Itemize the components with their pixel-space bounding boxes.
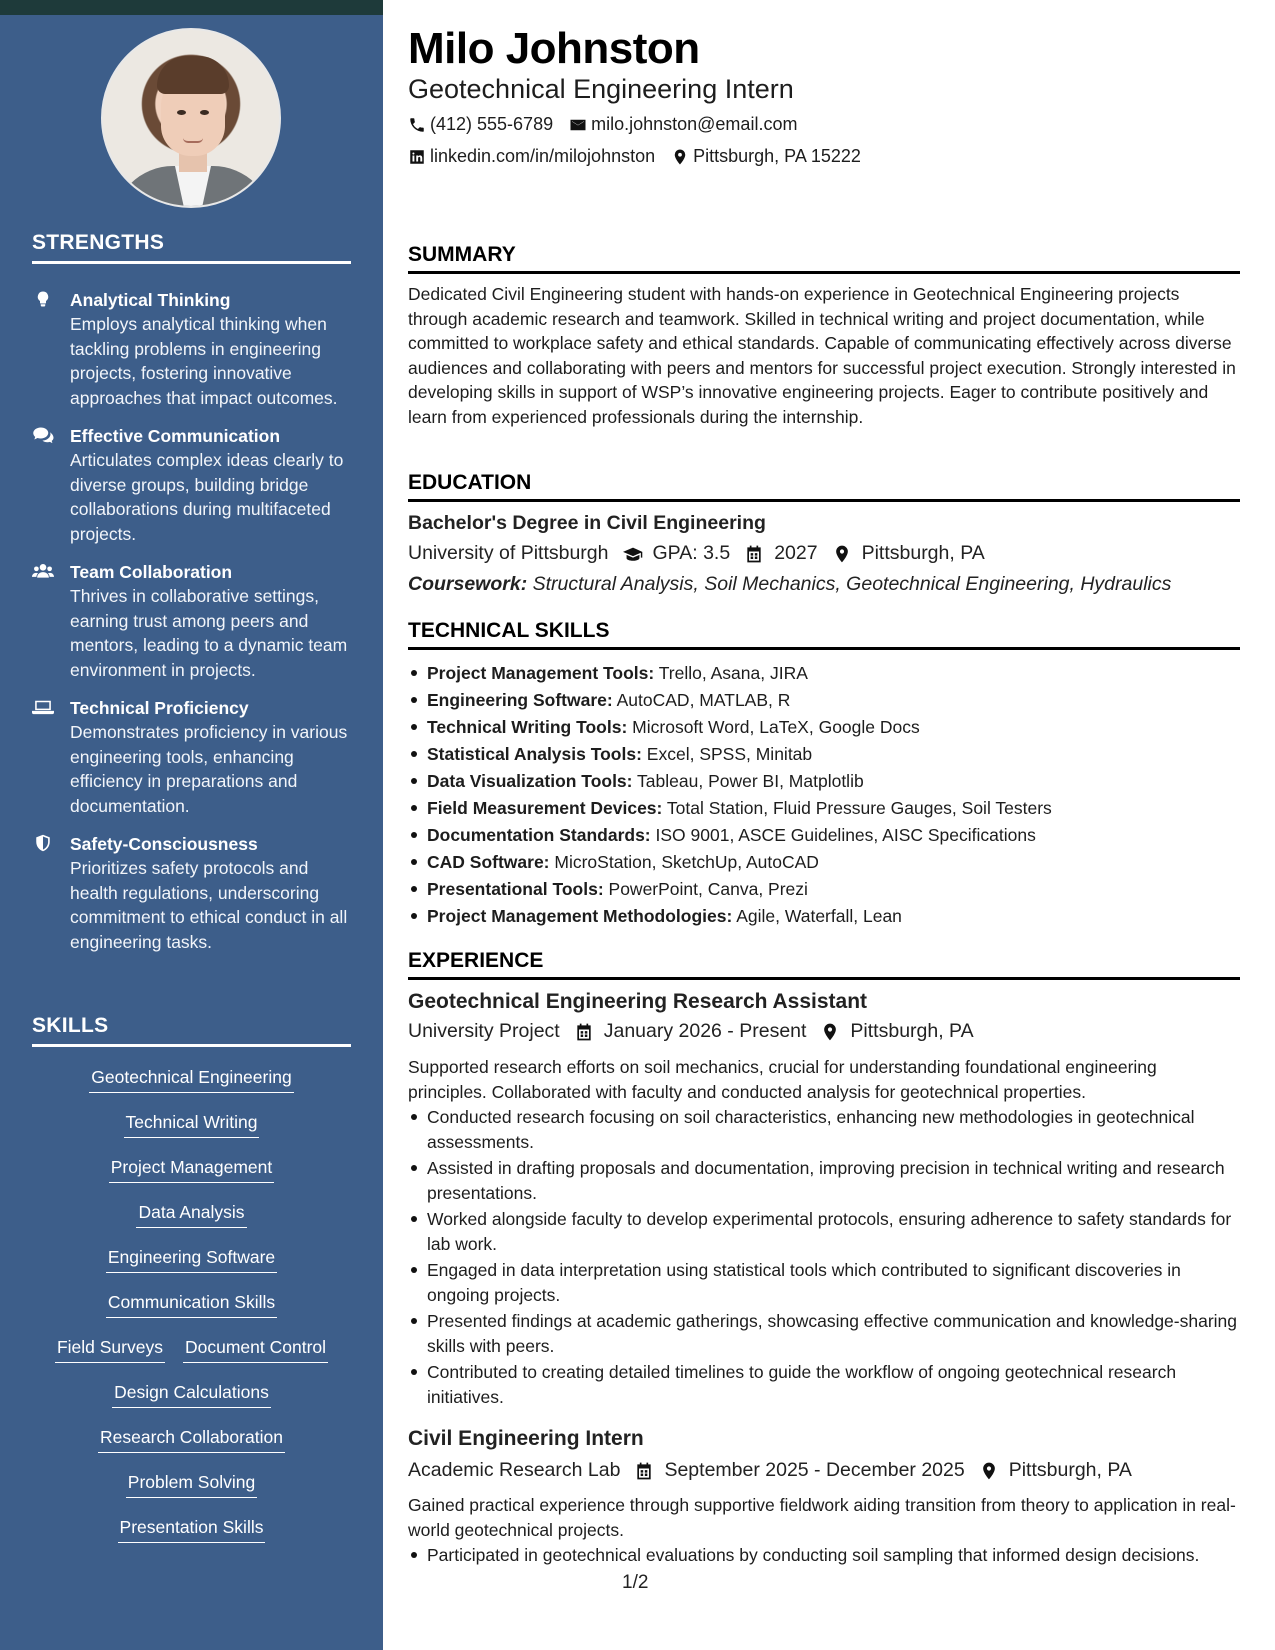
strength-item — [32, 832, 352, 954]
gpa-text: GPA: 3.5 — [652, 542, 731, 564]
phone-link[interactable]: (412) 555-6789 — [430, 114, 554, 134]
candidate-title: Geotechnical Engineering Intern — [408, 74, 794, 104]
skill-category: Documentation Standards: — [427, 825, 651, 845]
calendar-icon — [634, 1461, 654, 1481]
strengths-list — [32, 288, 352, 968]
contact-line-1 — [408, 114, 813, 135]
page-number: 1/2 — [622, 1572, 649, 1593]
profile-photo — [101, 28, 281, 208]
skills-list — [32, 1065, 351, 1560]
job-location: Pittsburgh, PA — [1008, 1459, 1132, 1481]
skill-values: MicroStation, SketchUp, AutoCAD — [554, 852, 819, 872]
list-item — [408, 795, 1240, 822]
job-title: Geotechnical Engineering Research Assistant — [408, 990, 868, 1013]
strength-desc: Thrives in collaborative settings, earning trust among peers and mentors, leading to a dynamic team environment in projects. — [70, 586, 348, 680]
job-meta — [408, 1459, 1146, 1482]
list-item: Presented findings at academic gatherings, showcasing effective communication and knowledge-sharing skills with peers. — [408, 1309, 1240, 1358]
skill-category: Project Management Tools: — [427, 663, 655, 683]
skill-tag: Communication Skills — [106, 1290, 277, 1318]
strength-desc: Prioritizes safety protocols and health regulations, underscoring commitment to ethical conduct in all engineering tasks. — [70, 858, 348, 952]
job-summary: Supported research efforts on soil mechanics, crucial for understanding foundational engineering principles. Collaborated with faculty and conducted analysis for geotechnical properties. — [408, 1057, 1157, 1102]
job-bullets — [408, 1105, 1240, 1411]
skill-values: Excel, SPSS, Minitab — [646, 744, 813, 764]
linkedin-link[interactable]: linkedin.com/in/milojohnston — [430, 146, 656, 166]
skill-tag: Design Calculations — [112, 1380, 271, 1408]
skill-tag: Engineering Software — [106, 1245, 277, 1273]
calendar-icon — [574, 1022, 594, 1042]
list-item: Contributed to creating detailed timelines to guide the workflow of ongoing geotechnical research initiatives. — [408, 1360, 1240, 1409]
list-item — [408, 741, 1240, 768]
job-summary: Gained practical experience through supportive fieldwork aiding transition from theory to application in real-world geotechnical projects. — [408, 1495, 1236, 1540]
job-dates: January 2026 - Present — [603, 1020, 807, 1042]
graduation-year: 2027 — [774, 542, 818, 564]
skill-values: Trello, Asana, JIRA — [658, 663, 808, 683]
location-pin-icon — [820, 1022, 840, 1042]
list-item: Worked alongside faculty to develop experimental protocols, ensuring adherence to safety standards for lab work. — [408, 1207, 1240, 1256]
location-pin-icon — [832, 544, 852, 564]
list-item — [408, 849, 1240, 876]
skill-values: Agile, Waterfall, Lean — [736, 906, 902, 926]
skill-tag: Presentation Skills — [118, 1515, 266, 1543]
education-meta — [408, 542, 999, 565]
skill-category: Project Management Methodologies: — [427, 906, 733, 926]
job-meta — [408, 1020, 988, 1043]
skill-tag: Document Control — [183, 1335, 328, 1363]
shield-icon — [32, 832, 70, 954]
list-item: Assisted in drafting proposals and documentation, improving precision in technical writing and research presentations. — [408, 1156, 1240, 1205]
skill-tag: Technical Writing — [124, 1110, 260, 1138]
skill-values: Tableau, Power BI, Matplotlib — [637, 771, 864, 791]
education-location: Pittsburgh, PA — [861, 542, 985, 564]
list-item — [408, 714, 1240, 741]
job-dates: September 2025 - December 2025 — [664, 1459, 965, 1481]
skill-category: Statistical Analysis Tools: — [427, 744, 642, 764]
list-item — [408, 768, 1240, 795]
skill-category: Presentational Tools: — [427, 879, 604, 899]
skill-tag: Project Management — [109, 1155, 274, 1183]
strength-item — [32, 424, 352, 546]
job-title: Civil Engineering Intern — [408, 1427, 644, 1450]
skill-tag: Geotechnical Engineering — [89, 1065, 293, 1093]
strengths-heading: STRENGTHS — [32, 231, 351, 264]
skill-values: PowerPoint, Canva, Prezi — [608, 879, 808, 899]
technical-skills-list — [408, 660, 1240, 930]
school-name: University of Pittsburgh — [408, 542, 609, 564]
strength-title: Team Collaboration — [70, 562, 233, 582]
users-icon — [32, 560, 70, 682]
strength-title: Technical Proficiency — [70, 698, 249, 718]
sidebar-top-bar — [0, 0, 383, 15]
strength-title: Safety-Consciousness — [70, 834, 258, 854]
list-item — [408, 660, 1240, 687]
comments-icon — [32, 424, 70, 546]
email-link[interactable]: milo.johnston@email.com — [591, 114, 798, 134]
skill-tag: Field Surveys — [55, 1335, 165, 1363]
skill-values: AutoCAD, MATLAB, R — [616, 690, 791, 710]
skill-values: Microsoft Word, LaTeX, Google Docs — [632, 717, 920, 737]
strength-item — [32, 288, 352, 410]
lightbulb-icon — [32, 288, 70, 410]
list-item: Conducted research focusing on soil characteristics, enhancing new methodologies in geotechnical assessments. — [408, 1105, 1240, 1154]
strength-title: Effective Communication — [70, 426, 281, 446]
strength-desc: Demonstrates proficiency in various engineering tools, enhancing efficiency in preparations and documentation. — [70, 722, 348, 816]
strength-item — [32, 696, 352, 818]
list-item: Engaged in data interpretation using statistical tools which contributed to significant discoveries in ongoing projects. — [408, 1258, 1240, 1307]
list-item — [408, 687, 1240, 714]
skill-category: Technical Writing Tools: — [427, 717, 628, 737]
skill-tag: Research Collaboration — [98, 1425, 285, 1453]
envelope-icon — [569, 116, 587, 134]
skill-category: CAD Software: — [427, 852, 550, 872]
strength-item — [32, 560, 352, 682]
location-pin-icon — [671, 148, 689, 166]
job-location: Pittsburgh, PA — [850, 1020, 974, 1042]
candidate-name: Milo Johnston — [408, 24, 700, 73]
job-org: Academic Research Lab — [408, 1459, 621, 1481]
list-item — [408, 876, 1240, 903]
location-text: Pittsburgh, PA 15222 — [693, 146, 861, 166]
skill-values: ISO 9001, ASCE Guidelines, AISC Specifications — [655, 825, 1036, 845]
strength-title: Analytical Thinking — [70, 290, 231, 310]
experience-heading: EXPERIENCE — [408, 949, 1240, 980]
coursework-line — [408, 573, 1171, 596]
technical-skills-heading: TECHNICAL SKILLS — [408, 619, 1240, 650]
list-item — [408, 822, 1240, 849]
skill-category: Data Visualization Tools: — [427, 771, 633, 791]
skills-heading: SKILLS — [32, 1014, 351, 1047]
strength-desc: Articulates complex ideas clearly to diverse groups, building bridge collaborations during multifaceted projects. — [70, 450, 344, 544]
summary-heading: SUMMARY — [408, 243, 1240, 274]
skill-values: Total Station, Fluid Pressure Gauges, Soil Testers — [666, 798, 1052, 818]
calendar-icon — [744, 544, 764, 564]
location-pin-icon — [979, 1461, 999, 1481]
skill-tag: Data Analysis — [136, 1200, 246, 1228]
strength-desc: Employs analytical thinking when tackling problems in engineering projects, fostering innovative approaches that impact outcomes. — [70, 314, 338, 408]
graduation-cap-icon — [623, 544, 643, 564]
summary-text: Dedicated Civil Engineering student with hands-on experience in Geotechnical Engineering projects through academic research and teamwork. Skilled in technical writing and project documentation, while committed to workplace safety and ethical standards. Capable of communicating effectively across diverse audiences and collaborating with peers and mentors for successful project execution. Strongly interested in developing skills in support of WSP’s innovative engineering projects. Eager to contribute positively and learn from experienced professionals during the internship. — [408, 284, 1236, 427]
list-item — [408, 903, 1240, 930]
skill-category: Field Measurement Devices: — [427, 798, 663, 818]
coursework-text: Structural Analysis, Soil Mechanics, Geotechnical Engineering, Hydraulics — [532, 573, 1172, 595]
coursework-label: Coursework: — [408, 573, 528, 595]
linkedin-icon — [408, 148, 426, 166]
skill-tag: Problem Solving — [126, 1470, 257, 1498]
degree-title: Bachelor's Degree in Civil Engineering — [408, 512, 766, 534]
skill-category: Engineering Software: — [427, 690, 613, 710]
education-heading: EDUCATION — [408, 471, 1240, 502]
sidebar — [0, 0, 383, 1650]
list-item: Participated in geotechnical evaluations by conducting soil sampling that informed design decisions. — [408, 1543, 1240, 1568]
job-bullets — [408, 1543, 1240, 1570]
contact-line-2 — [408, 146, 877, 167]
job-org: University Project — [408, 1020, 560, 1042]
phone-icon — [408, 116, 426, 134]
laptop-icon — [32, 696, 70, 818]
